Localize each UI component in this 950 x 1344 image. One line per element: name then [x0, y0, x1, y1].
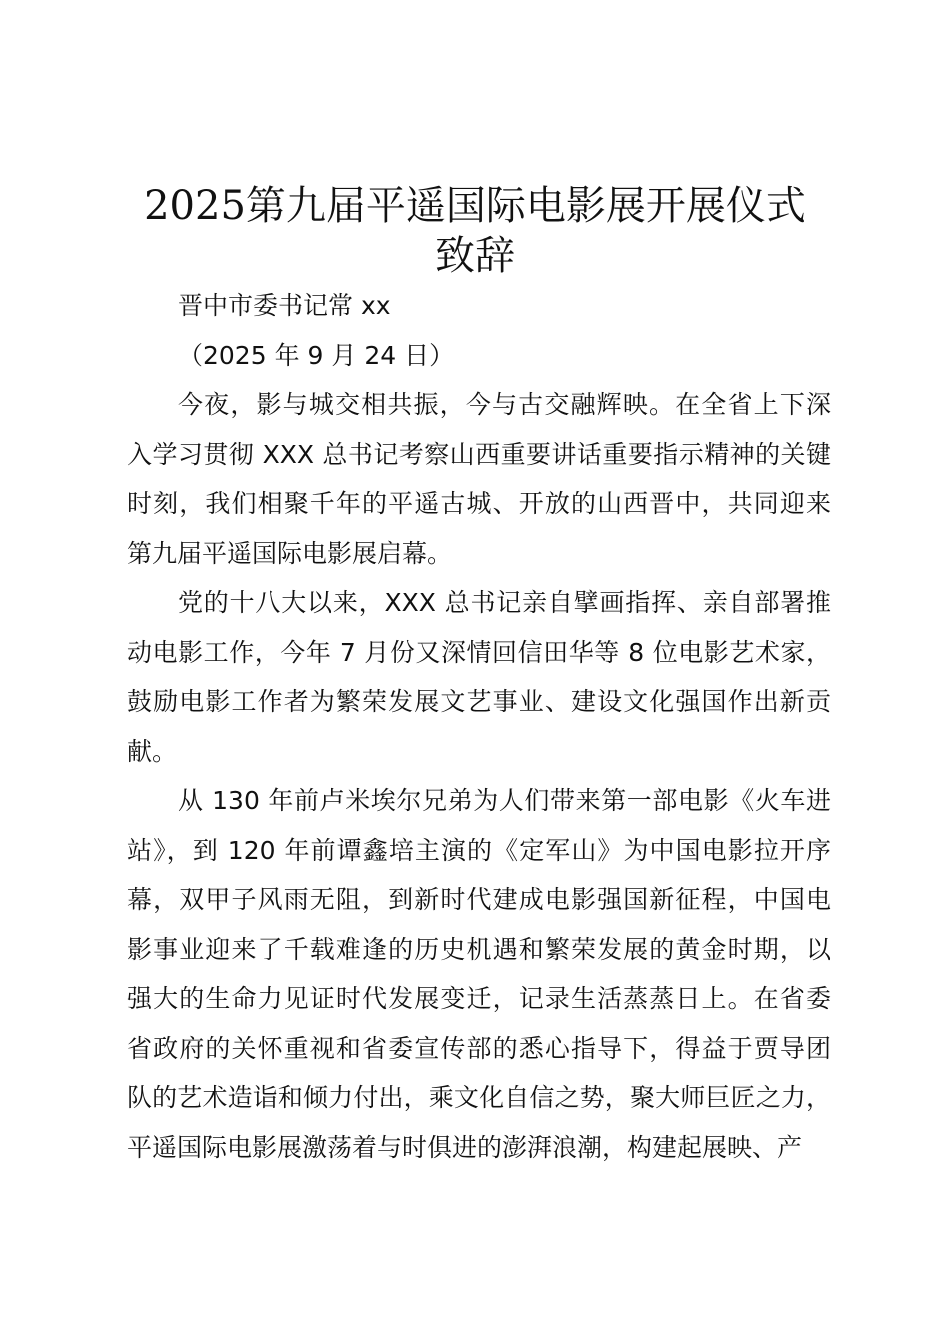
- paragraph-line: 今夜，影与城交相共振，今与古交融辉映。在全省上下深: [178, 390, 831, 419]
- paragraph-line: 强大的生命力见证时代发展变迁，记录生活蒸蒸日上。在省委: [127, 984, 831, 1013]
- paragraph-line: 鼓励电影工作者为繁荣发展文艺事业、建设文化强国作出新贡: [127, 687, 831, 716]
- paragraph-line: 影事业迎来了千载难逢的历史机遇和繁荣发展的黄金时期，以: [127, 934, 831, 964]
- paragraph-line: 入学习贯彻 XXX 总书记考察山西重要讲话重要指示精神的关键: [127, 439, 831, 469]
- paragraph-line: 时刻，我们相聚千年的平遥古城、开放的山西晋中，共同迎来: [127, 489, 831, 518]
- date-line: （2025 年 9 月 24 日）: [178, 340, 455, 370]
- paragraph-line: 党的十八大以来，XXX 总书记亲自擘画指挥、亲自部署推: [178, 588, 831, 617]
- paragraph-line: 从 130 年前卢米埃尔兄弟为人们带来第一部电影《火车进: [178, 786, 831, 815]
- paragraph-line: 第九届平遥国际电影展启幕。: [127, 538, 453, 568]
- paragraph-line: 幕，双甲子风雨无阻，到新时代建成电影强国新征程，中国电: [127, 885, 831, 914]
- paragraph-line: 队的艺术造诣和倾力付出，乘文化自信之势，聚大师巨匠之力，: [127, 1083, 831, 1112]
- paragraph-line: 平遥国际电影展激荡着与时俱进的澎湃浪潮，构建起展映、产: [127, 1132, 803, 1162]
- document-title-line-2: 致辞: [435, 233, 515, 279]
- paragraph-line: 站》，到 120 年前谭鑫培主演的《定军山》为中国电影拉开序: [127, 835, 831, 865]
- author-line: 晋中市委书记常 xx: [178, 291, 391, 320]
- paragraph-line: 献。: [127, 736, 178, 766]
- paragraph-line: 动电影工作，今年 7 月份又深情回信田华等 8 位电影艺术家，: [127, 637, 831, 667]
- document-body: [127, 281, 831, 1172]
- document-title-line-1: 2025第九届平遥国际电影展开展仪式: [144, 183, 806, 229]
- paragraph-line: 省政府的关怀重视和省委宣传部的悉心指导下，得益于贾导团: [127, 1033, 831, 1063]
